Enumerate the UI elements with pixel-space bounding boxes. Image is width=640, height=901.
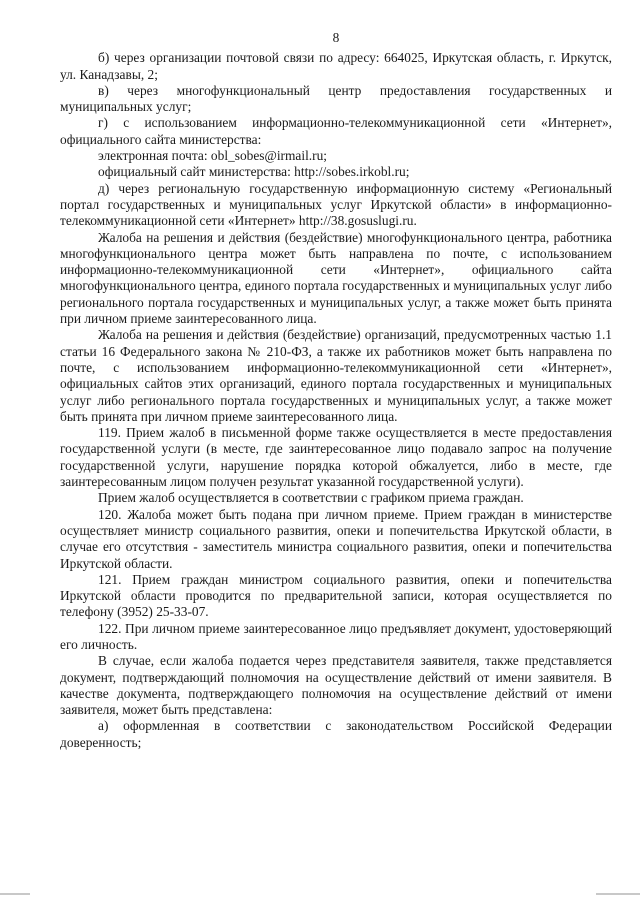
paragraph-complaint-organizations: Жалоба на решения и действия (бездействие) организаций, предусмотренных частью 1.1 статьи 16 Федерального закона № 210-ФЗ, а также их работников может быть направлена по почте, с использованием информационно-телекоммуникационной сети «Интернет», официальных сайтов этих организаций, единого портала государственных и муниципальных услуг либо регионального портала государственных и муниципальных услуг, а также может быть принята при личном приеме заинтересованного лица. [60,327,612,424]
paragraph-schedule: Прием жалоб осуществляется в соответствии с графиком приема граждан. [98,490,524,506]
paragraph-121: 121. Прием граждан министром социального развития, опеки и попечительства Иркутской области проводится по предварительной записи, которая осуществляется по телефону (3952) 25-33-07. [60,571,612,620]
paragraph-b-postal: б) через организации почтовой связи по адресу: 664025, Иркутская область, г. Иркутск, ул. Канадзавы, 2; [60,50,612,82]
paragraph-v-mfc: в) через многофункциональный центр предоставления государственных и муниципальных услуг; [60,82,612,115]
paragraph-website: официальный сайт министерства: http://sobes.irkobl.ru; [98,164,410,180]
scan-edge-mark-right [596,893,640,895]
paragraph-120: 120. Жалоба может быть подана при личном приеме. Прием граждан в министерстве осуществляет министр социального развития, опеки и попечительства Иркутской области, в случае его отсутствия - заместитель министра социального развития, опеки и попечительства Иркутской области. [60,506,612,571]
scan-edge-mark-left [0,893,30,895]
paragraph-email: электронная почта: obl_sobes@irmail.ru; [98,148,328,164]
paragraph-g-internet: г) с использованием информационно-телекоммуникационной сети «Интернет», официального сайта министерства: [60,115,612,147]
paragraph-complaint-mfc: Жалоба на решения и действия (бездействие) многофункционального центра, работника многофункционального центра может быть направлена по почте, с использованием информационно-телекоммуникационной сети «Интернет», официального сайта многофункционального центра, единого портала государственных и муниципальных услуг либо регионального портала государственных и муниципальных услуг, а также может быть принята при личном приеме заинтересованного лица. [60,229,612,327]
paragraph-119: 119. Прием жалоб в письменной форме также осуществляется в месте предоставления государственной услуги (в месте, где заинтересованное лицо подавало запрос на получение государственной услуги, нарушение порядка которой обжалуется, либо в месте, где заинтересованным лицом получен результат указанной государственной услуги). [60,425,612,490]
paragraph-d-regional-portal: д) через региональную государственную информационную систему «Региональный портал государственных и муниципальных услуг Иркутской области» в информационно-телекоммуникационной сети «Интернет» http://38.gosuslugi.ru. [60,180,612,229]
paragraph-a-power-of-attorney: а) оформленная в соответствии с законодательством Российской Федерации доверенность; [60,718,612,750]
page-number: 8 [332,30,340,45]
paragraph-representative: В случае, если жалоба подается через представителя заявителя, также представляется документ, подтверждающий полномочия на осуществление действий от имени заявителя. В качестве документа, подтверждающего полномочия на осуществление действий от имени заявителя, может быть представлена: [60,653,612,718]
paragraph-122: 122. При личном приеме заинтересованное лицо предъявляет документ, удостоверяющий его личность. [60,620,612,652]
